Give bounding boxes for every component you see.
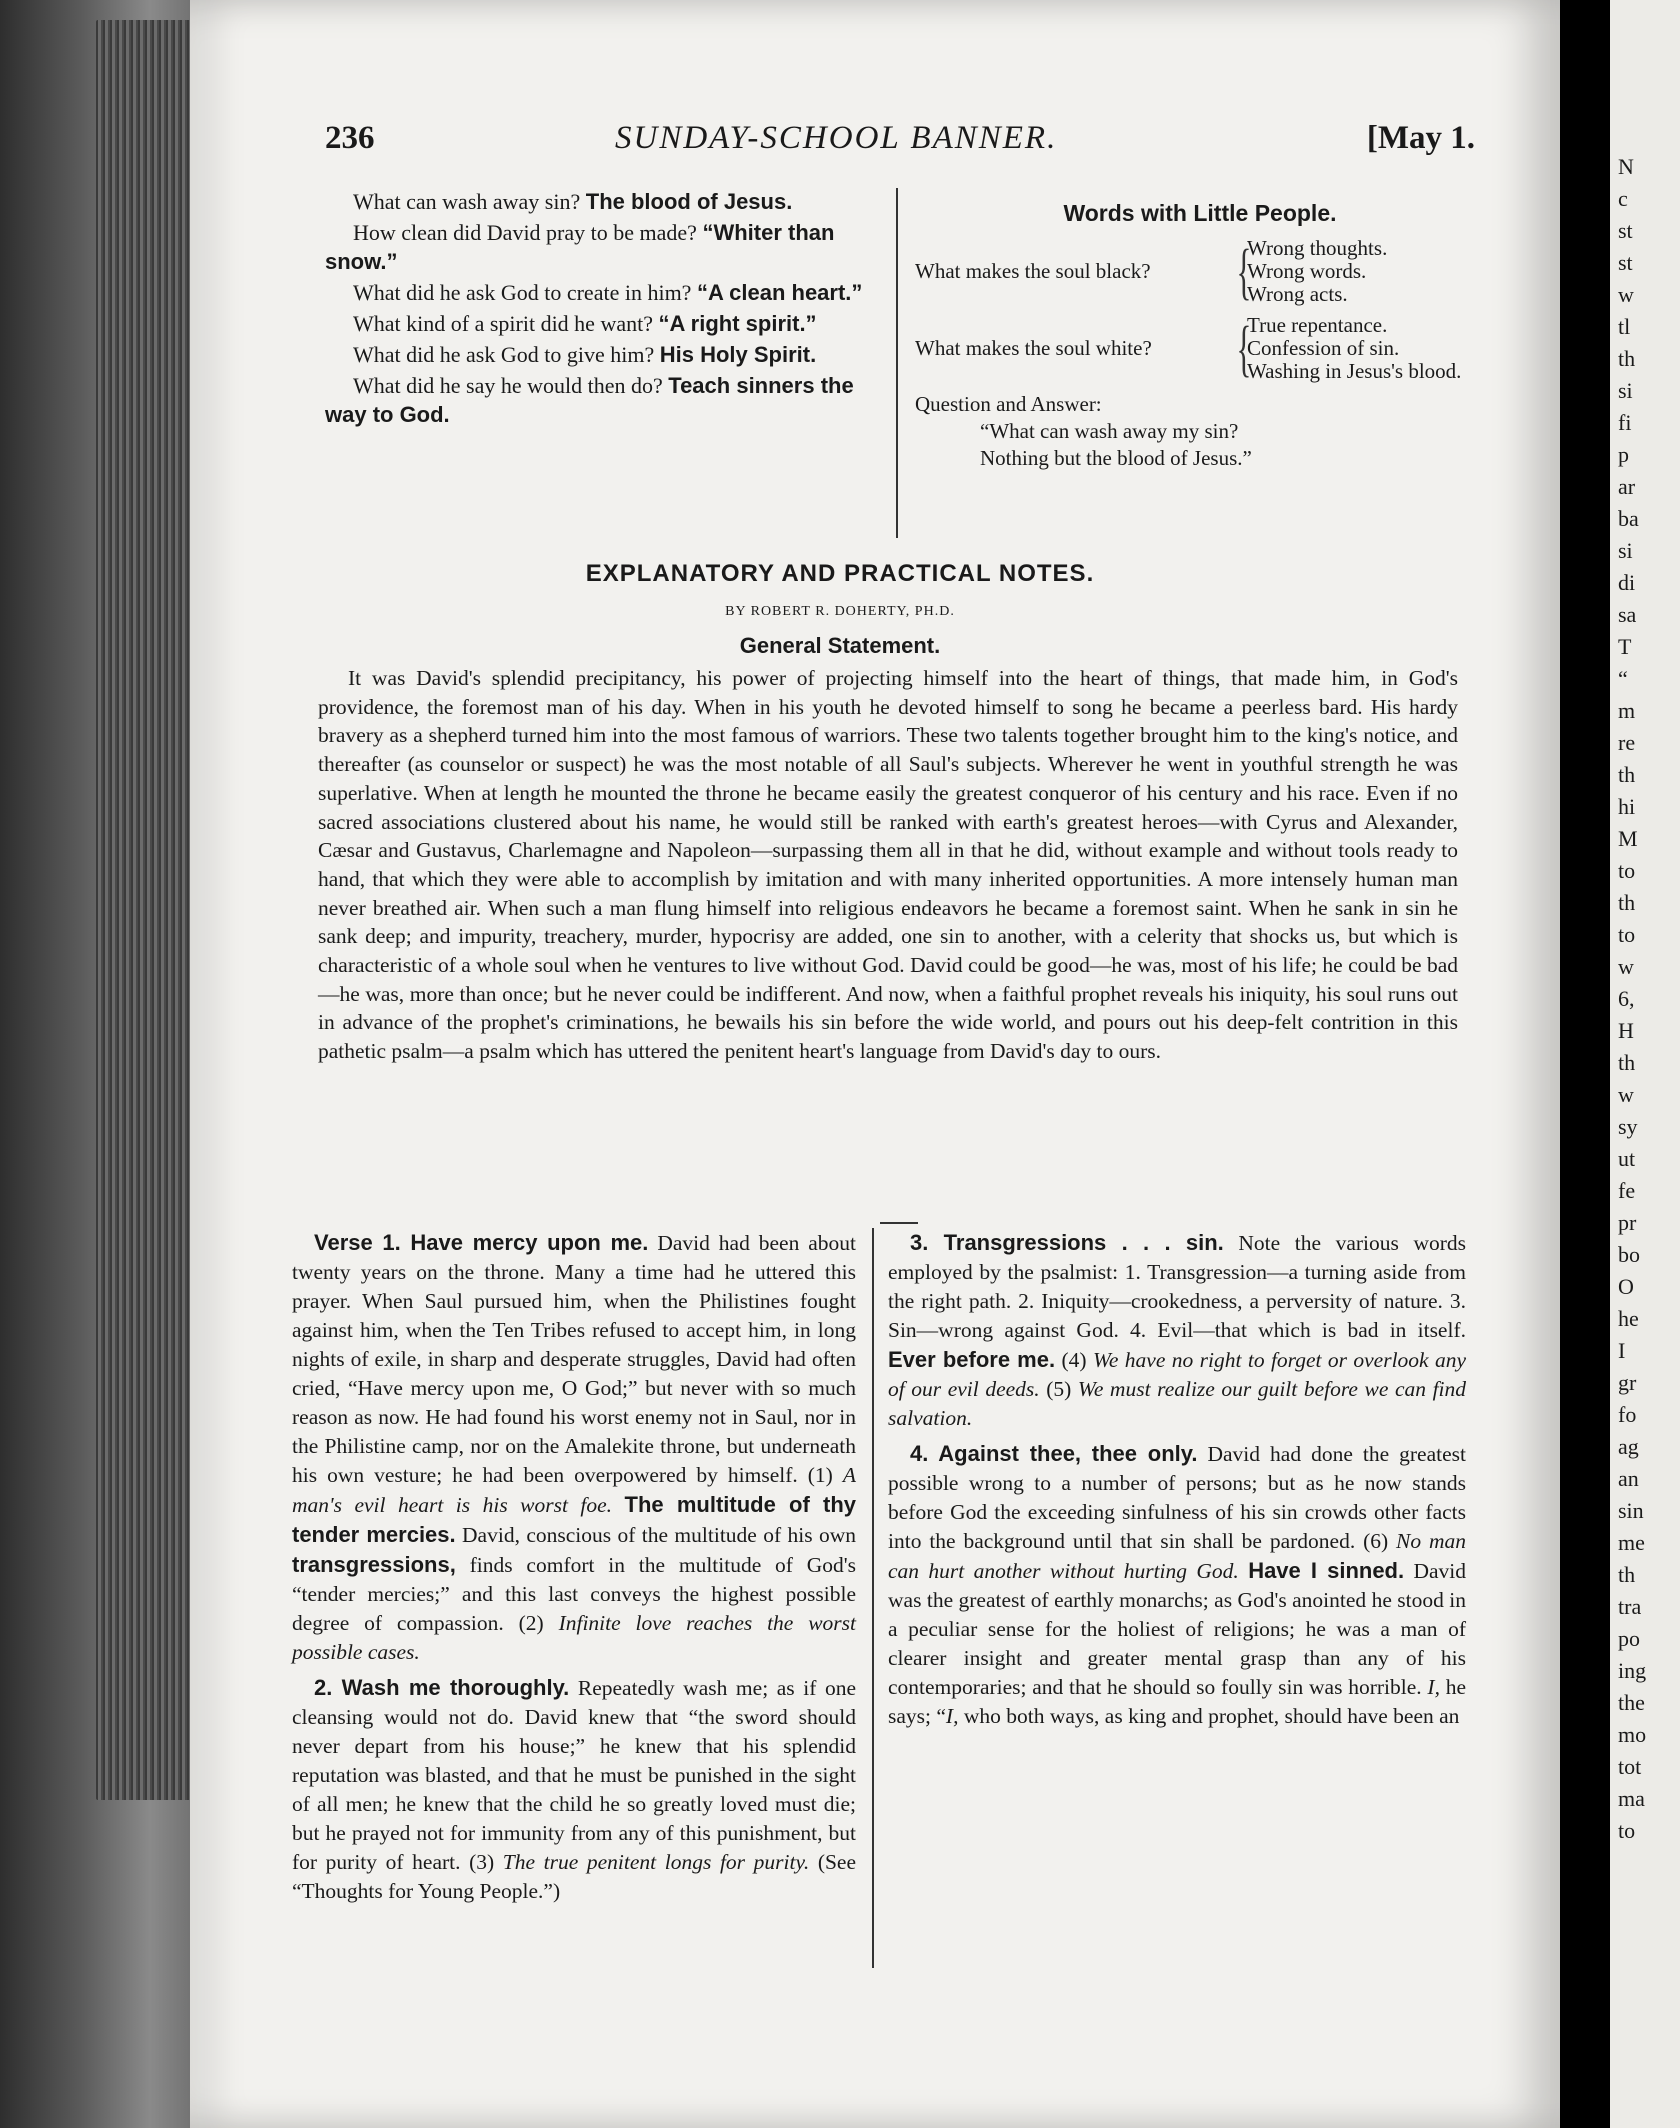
adjacent-page-text: po [1618,1626,1640,1651]
adjacent-page-text: si [1618,378,1633,403]
review-item: What did he ask God to give him? His Holy Spirit. [353,342,817,367]
adjacent-page-text: N [1618,154,1634,179]
adjacent-page-text: sy [1618,1114,1638,1139]
running-title: SUNDAY-SCHOOL BANNER. [615,120,1058,156]
review-item: What did he say he would then do? Teach sinners the way to God. [325,373,854,427]
adjacent-page-text: O [1618,1274,1634,1299]
short-rule [880,1222,918,1224]
adjacent-page-fragment [1610,0,1680,2128]
adjacent-page-text: bo [1618,1242,1640,1267]
page-header [325,120,1475,170]
adjacent-page-text: ut [1618,1146,1636,1171]
adjacent-page-text: ag [1618,1434,1639,1459]
adjacent-page-text: to [1618,858,1636,883]
notes-column-right [888,1228,1466,1737]
adjacent-page-text: M [1618,826,1638,851]
column-divider [872,1228,874,1968]
column-divider [896,188,898,538]
brace-glyph: { [1236,237,1252,306]
brace-glyph: { [1236,314,1252,383]
adjacent-page-text: mo [1618,1722,1647,1747]
verse-4-note: 4. Against thee, thee only. David had done the greatest possible wrong to a number of persons; but as he now stands before God the exceeding sinfulness of his sin crowds other facts into the background until that sin shall be pardoned. (6) No man can hurt another without hurting God. Have I sinned. David was the greatest of earthly monarchs; as God's anointed he stood in a peculiar sense for the holiest of religions; he was a man of clearer insight and greater mental grasp than any of his contemporaries; and that he should so foully sin was horrible. I, he says; “I, who both ways, as king and prophet, should have been an [888,1441,1467,1728]
verse-1-note: Verse 1. Have mercy upon me. David had been about twenty years on the throne. Many a time had he uttered this prayer. When Saul pursued him, when the Philistines fought against him, when the Ten Tribes refused to accept him, in long nights of exile, in sharp and desperate struggles, David had often cried, “Have mercy upon me, O God;” but never with so much reason as now. He had found his worst enemy not in Saul, nor in the Philistine camp, nor on the Amalekite throne, but underneath his own vesture; he had been overpowered by himself. (1) A man's evil heart is his worst foe. The multitude of thy tender mercies. David, conscious of the multitude of his own transgressions, finds comfort in the multitude of God's “tender mercies;” and this last conveys the highest possible degree of compassion. (2) Infinite love reaches the worst possible cases. [292,1230,857,1664]
adjacent-page-text: p [1618,442,1629,467]
adjacent-page-text: fo [1618,1402,1637,1427]
section-title: Words with Little People. [1063,200,1337,226]
general-statement-text: It was David's splendid precipitancy, his power of projecting himself into the heart of things, that made him, in God's providence, the foremost man of his day. When in his youth he devoted himself to song he became a peerless bard. His hardy bravery as a shepherd turned him into the most famous of warriors. These two talents together brought him to the king's notice, and thereafter (as counselor or suspect) he was the most notable of all Saul's subjects. Wherever he went in youthful strength he was superlative. When at length he mounted the throne he became easily the greatest conqueror of his century and his race. Even if no sacred associations clustered about his name, he would still be ranked with earth's greatest heroes—with Cyrus and Alexander, Cæsar and Gustavus, Charlemagne and Napoleon—surpassing them all in that he did, without example and without tools ready to hand, that which they were able to accomplish by imitation and with many inherited opportunities. A more intensely human man never breathed air. When such a man flung himself into religious endeavors he became a foremost saint. When he sank in sin he sank deep; and impurity, treachery, murder, hypocrisy are added, one sin to another, with a celerity that shocks us, but which is characteristic of a whole soul when he ventures to live without God. David could be good—he was, most of his life; he could be bad—he was, more than once; but he never could be indifferent. And now, when a faithful prophet reveals his iniquity, his soul runs out in advance of the prophet's criminations, he bewails his sin before the wide world, and pours out his deep-felt contrition in this pathetic psalm—a psalm which has uttered the penitent heart's language from David's day to ours. [318,666,1458,1064]
review-item: What kind of a spirit did he want? “A right spirit.” [353,311,817,336]
adjacent-page-text: sa [1618,602,1637,627]
gutter-strip [1560,0,1610,2128]
adjacent-page-text: th [1618,346,1636,371]
adjacent-page-text: fi [1618,410,1632,435]
adjacent-page-text: to [1618,922,1636,947]
adjacent-page-text: tra [1618,1594,1642,1619]
adjacent-page-text: th [1618,890,1636,915]
adjacent-page-text: di [1618,570,1636,595]
adjacent-page-text: “ [1618,666,1628,691]
issue-date: [May 1. [1366,120,1475,156]
question-and-answer: Question and Answer: “What can wash away my sin? Nothing but the blood of Jesus.” [915,392,1252,470]
adjacent-page-text: gr [1618,1370,1637,1395]
adjacent-page-text: the [1618,1690,1645,1715]
answer-list: Wrong thoughts. Wrong words. Wrong acts. [1247,236,1388,306]
adjacent-page-text: H [1618,1018,1634,1043]
adjacent-page-text: st [1618,218,1633,243]
adjacent-page-text: hi [1618,794,1636,819]
words-with-little-people [915,200,1485,472]
notes-heading: EXPLANATORY AND PRACTICAL NOTES. [585,560,1095,587]
answer-list: True repentance. Confession of sin. Washing in Jesus's blood. [1247,313,1462,383]
adjacent-page-text: re [1618,730,1636,755]
adjacent-page-text: an [1618,1466,1639,1491]
adjacent-page-text: st [1618,250,1633,275]
review-item: What can wash away sin? The blood of Jesus. [353,189,793,214]
page-number: 236 [325,120,375,156]
adjacent-page-text: T [1618,634,1632,659]
adjacent-page-text: tot [1618,1754,1642,1779]
adjacent-page-text: to [1618,1818,1636,1843]
adjacent-page-text: ing [1618,1658,1647,1683]
adjacent-page-text: w [1618,282,1634,307]
notes-column-left [292,1228,856,1912]
adjacent-page-text: pr [1618,1210,1637,1235]
adjacent-page-text: fe [1618,1178,1636,1203]
adjacent-page-text: I [1618,1338,1626,1363]
adjacent-page-text: th [1618,1050,1636,1075]
black-soul-question: What makes the soul black? { Wrong thoughts. Wrong words. Wrong acts. [915,236,1388,306]
verse-2-note: 2. Wash me thoroughly. Repeatedly wash me; as if one cleansing would not do. David knew that “the sword should never depart from his house;” he knew that his splendid reputation was blasted, and that he must be punished in the sight of all men; he knew that the child he so greatly loved must die; but he prayed not for immunity from any of this punishment, but for purity of heart. (3) The true penitent longs for purity. (See “Thoughts for Young People.”) [292,1675,857,1903]
adjacent-page-text: w [1618,954,1634,979]
book-page-edges [96,20,192,1800]
adjacent-page-text: si [1618,538,1633,563]
adjacent-page-text: ma [1618,1786,1645,1811]
adjacent-page-text: 6, [1618,986,1635,1011]
white-soul-question: What makes the soul white? { True repentance. Confession of sin. Washing in Jesus's blood. [915,313,1462,383]
review-item: What did he ask God to create in him? “A clean heart.” [353,280,863,305]
review-item: How clean did David pray to be made? “Whiter than snow.” [325,220,835,274]
adjacent-page-text: ba [1618,506,1639,531]
adjacent-page-text: he [1618,1306,1639,1331]
verse-3-note: 3. Transgressions . . . sin. Note the various words employed by the psalmist: 1. Transgression—a turning aside from the right path. 2. Iniquity—crookedness, a perversity of nature. 3. Sin—wrong against God. 4. Evil—that which is bad in itself. Ever before me. (4) We have no right to forget or overlook any of our evil deeds. (5) We must realize our guilt before we can find salvation. [888,1230,1467,1430]
adjacent-page-text: ar [1618,474,1636,499]
review-questions [325,187,885,431]
adjacent-page-text: me [1618,1530,1645,1555]
adjacent-page-text: w [1618,1082,1634,1107]
adjacent-page-text: c [1618,186,1628,211]
adjacent-page-text: sin [1618,1498,1644,1523]
author-byline: BY ROBERT R. DOHERTY, PH.D. [725,604,955,619]
adjacent-page-text: th [1618,1562,1636,1587]
general-statement-heading: General Statement. [739,633,941,658]
adjacent-page-text: tl [1618,314,1631,339]
adjacent-page-text: m [1618,698,1636,723]
adjacent-page-text: th [1618,762,1636,787]
